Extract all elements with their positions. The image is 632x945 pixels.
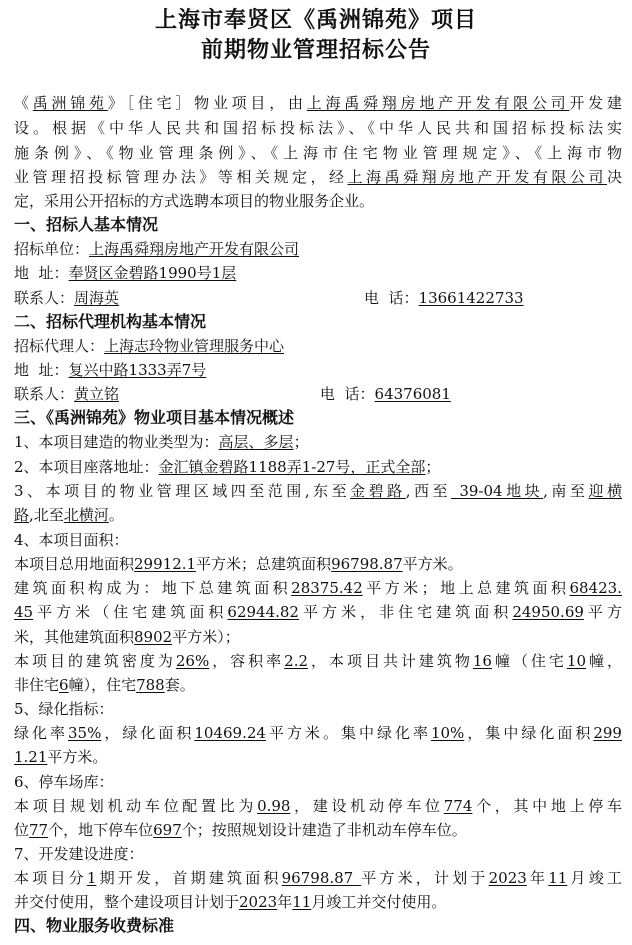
tenderer-contact: 联系人：周海英 电 话：13661422733	[14, 289, 524, 307]
document-title-line2: 前期物业管理招标公告	[200, 38, 431, 63]
item-3-boundary-line-2: 路,北至北横河。	[14, 506, 124, 524]
intro-line-4: 业管理招投标管理办法》等相关规定，经上海禹舜翔房地产开发有限公司决	[14, 168, 622, 186]
project-name: 禹洲锦苑	[32, 94, 108, 112]
item-5-label: 5、绿化指标：	[14, 700, 114, 718]
intro-line-2: 设。根据《中华人民共和国招标投标法》、《中华人民共和国招标投标法实	[14, 119, 622, 137]
density-line-2: 非住宅6幢），住宅788套。	[14, 676, 195, 694]
agent-address: 地 址：复兴中路1333弄7号	[14, 361, 207, 379]
tenderer-phone: 13661422733	[418, 289, 524, 307]
greening-line-2: 1.21平方米。	[14, 748, 108, 766]
item-3-boundary-line-1: 3、本项目的物业管理区域四至范围,东至金碧路,西至 39-04地块,南至迎横	[14, 482, 622, 500]
item-7-label: 7、开发建设进度：	[14, 845, 144, 863]
item-6-label: 6、停车场库：	[14, 773, 114, 791]
developer-name: 上海禹舜翔房地产开发有限公司	[347, 168, 607, 186]
developer-name: 上海禹舜翔房地产开发有限公司	[306, 94, 570, 112]
intro-line-3: 施条例》、《物业管理条例》、《上海市住宅物业管理规定》、《上海市物	[14, 144, 622, 162]
item-2-location: 2、本项目座落地址：金汇镇金碧路1188弄1-27号，正式全部；	[14, 458, 441, 476]
greening-line-1: 绿化率35%，绿化面积10469.24平方米。集中绿化率10%，集中绿化面积299	[14, 724, 622, 742]
item-1-property-type: 1、本项目建造的物业类型为：高层、多层；	[14, 433, 309, 451]
composition-line-1: 建筑面积构成为：地下总建筑面积28375.42平方米；地上总建筑面积68423.	[14, 579, 622, 597]
agent-name: 招标代理人：上海志玲物业管理服务中心	[14, 337, 285, 355]
parking-line-1: 本项目规划机动车位配置比为0.98，建设机动停车位774个，其中地上停车	[14, 797, 622, 815]
section-1-heading: 一、招标人基本情况	[14, 215, 159, 234]
parking-line-2: 位77个，地下停车位697个；按照规划设计建造了非机动车停车位。	[14, 821, 467, 839]
density-line-1: 本项目的建筑密度为26%，容积率2.2，本项目共计建筑物16幢（住宅10幢，	[14, 652, 622, 670]
section-2-heading: 二、招标代理机构基本情况	[14, 312, 207, 331]
intro-line-1: 《禹洲锦苑》［住宅］物业项目，由上海禹舜翔房地产开发有限公司开发建	[14, 94, 622, 112]
schedule-line-1: 本项目分1期开发，首期建筑面积96798.87 平方米，计划于2023年11月竣工	[14, 869, 622, 887]
land-area-line: 本项目总用地面积29912.1平方米；总建筑面积96798.87平方米。	[14, 555, 463, 573]
tenderer-address: 地 址：奉贤区金碧路1990号1层	[14, 264, 237, 282]
composition-line-2: 45平方米（住宅建筑面积62944.82平方米，非住宅建筑面积24950.69平方	[14, 603, 622, 621]
intro-line-5: 定，采用公开招标的方式选聘本项目的物业服务企业。	[14, 192, 375, 210]
section-4-heading: 四、物业服务收费标准	[14, 916, 175, 935]
agent-contact: 联系人：黄立铭 电 话：64376081	[14, 385, 451, 403]
schedule-line-2: 并交付使用，整个建设项目计划于2023年11月竣工并交付使用。	[14, 893, 447, 911]
section-3-heading: 三、《禹洲锦苑》物业项目基本情况概述	[14, 408, 295, 427]
tenderer-unit: 招标单位：上海禹舜翔房地产开发有限公司	[14, 240, 300, 258]
item-4-label: 4、本项目面积：	[14, 531, 129, 549]
document-title-line1: 上海市奉贤区《禹洲锦苑》项目	[154, 8, 477, 33]
agent-phone: 64376081	[374, 385, 451, 403]
composition-line-3: 米，其他建筑面积8902平方米）；	[14, 628, 240, 646]
